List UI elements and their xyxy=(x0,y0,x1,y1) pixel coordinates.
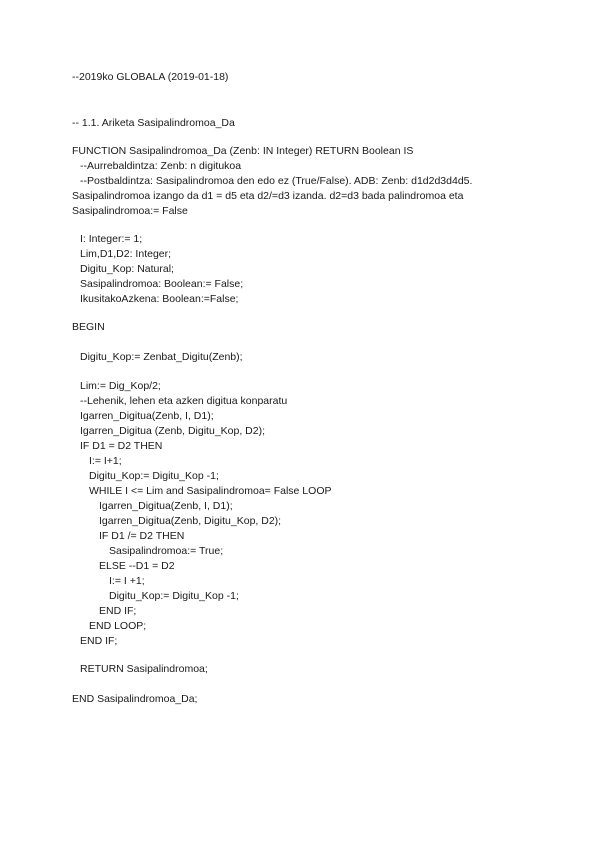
document-header: --2019ko GLOBALA (2019-01-18) xyxy=(72,71,229,83)
code-comment: --Postbaldintza: Sasipalindromoa den edo ez (True/False). ADB: Zenb: d1d2d3d4d5. xyxy=(80,175,473,187)
code-line: WHILE I <= Lim and Sasipalindromoa= False LOOP xyxy=(89,485,332,497)
code-line: Sasipalindromoa:= True; xyxy=(109,545,224,557)
code-line: IkusitakoAzkena: Boolean:=False; xyxy=(80,293,239,305)
code-keyword: END Sasipalindromoa_Da; xyxy=(72,693,198,705)
code-line: FUNCTION Sasipalindromoa_Da (Zenb: IN Integer) RETURN Boolean IS xyxy=(72,145,414,157)
code-line: Lim:= Dig_Kop/2; xyxy=(80,380,161,392)
code-line: Digitu_Kop: Natural; xyxy=(80,263,174,275)
code-line: Digitu_Kop:= Digitu_Kop -1; xyxy=(89,470,219,482)
code-comment: --Aurrebaldintza: Zenb: n digitukoa xyxy=(80,160,242,172)
code-line: I: Integer:= 1; xyxy=(80,233,143,245)
code-line: I:= I +1; xyxy=(109,575,145,587)
code-line: RETURN Sasipalindromoa; xyxy=(80,663,208,675)
code-line: IF D1 /= D2 THEN xyxy=(99,530,185,542)
code-line: Igarren_Digitua(Zenb, I, D1); xyxy=(99,500,233,512)
code-line: END IF; xyxy=(80,635,118,647)
code-line: Igarren_Digitua (Zenb, Digitu_Kop, D2); xyxy=(80,425,266,437)
code-line: Digitu_Kop:= Digitu_Kop -1; xyxy=(109,590,239,602)
code-line: Lim,D1,D2: Integer; xyxy=(80,248,172,260)
code-line: END IF; xyxy=(99,605,137,617)
code-line: Digitu_Kop:= Zenbat_Digitu(Zenb); xyxy=(80,351,243,363)
code-line: ELSE --D1 = D2 xyxy=(99,560,175,572)
code-comment: --Lehenik, lehen eta azken digitua konparatu xyxy=(80,395,288,407)
code-line: Igarren_Digitua(Zenb, Digitu_Kop, D2); xyxy=(99,515,282,527)
code-line: I:= I+1; xyxy=(89,455,122,467)
code-comment: Sasipalindromoa:= False xyxy=(72,205,188,217)
code-comment: Sasipalindromoa izango da d1 = d5 eta d2/=d3 izanda. d2=d3 bada palindromoa eta xyxy=(72,190,464,202)
code-line: IF D1 = D2 THEN xyxy=(80,440,163,452)
code-line: Sasipalindromoa: Boolean:= False; xyxy=(80,278,244,290)
code-line: Igarren_Digitua(Zenb, I, D1); xyxy=(80,410,214,422)
section-heading: -- 1.1. Ariketa Sasipalindromoa_Da xyxy=(72,117,235,129)
code-keyword: BEGIN xyxy=(72,321,105,333)
code-line: END LOOP; xyxy=(89,620,147,632)
